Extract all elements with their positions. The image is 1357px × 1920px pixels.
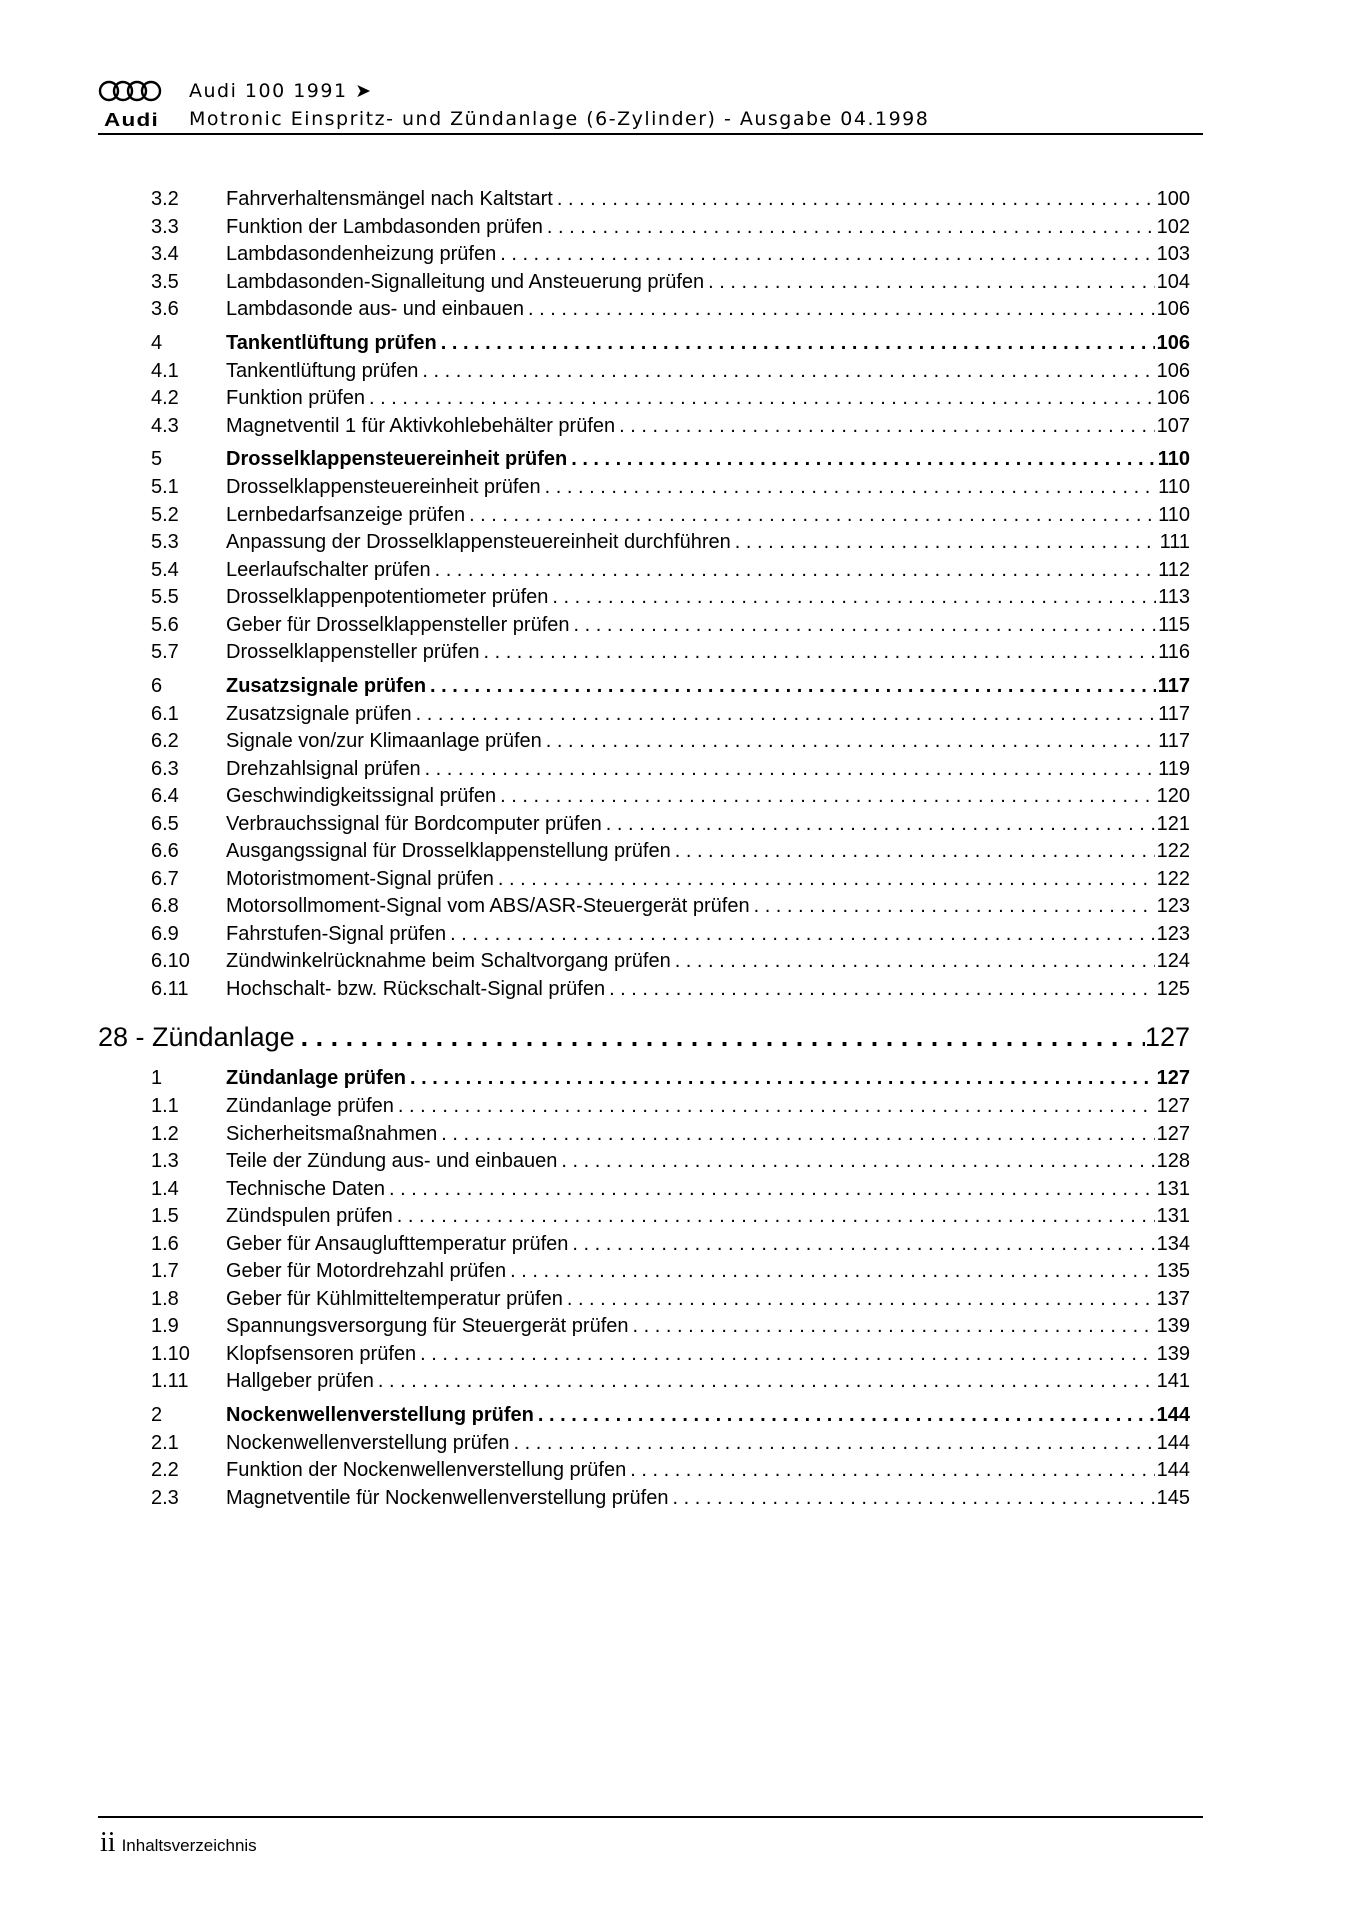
- toc-entry[interactable]: [98, 866, 1190, 894]
- toc-entry-title: Lambdasonde aus- und einbauen: [226, 298, 525, 320]
- toc-entry-number: 5.2: [151, 503, 179, 526]
- toc-entry-body: [226, 701, 1190, 728]
- toc-entry-title: Funktion der Lambdasonden prüfen: [226, 215, 543, 238]
- toc-entry[interactable]: [98, 413, 1190, 441]
- toc-entry[interactable]: [98, 1341, 1190, 1369]
- toc-entry-body: [226, 241, 1190, 268]
- toc-entry-page: 123: [1156, 895, 1190, 917]
- toc-entry-title: Zusatzsignale prüfen: [226, 674, 427, 697]
- toc-entry-number: 1.10: [151, 1342, 190, 1365]
- toc-entry-number: 6.3: [151, 757, 179, 780]
- toc-entry-title: Geber für Kühlmitteltemperatur prüfen: [226, 1287, 563, 1310]
- toc-section-b: [98, 1065, 1190, 1512]
- toc-entry-title: Tankentlüftung prüfen: [226, 359, 419, 382]
- toc-entry-title: Magnetventile für Nockenwellenverstellung prüfen: [226, 1486, 669, 1509]
- toc-entry-body: [226, 186, 1190, 213]
- toc-entry-body: [226, 296, 1190, 323]
- toc-entry[interactable]: [98, 639, 1190, 667]
- toc-entry-page: 144: [1156, 1403, 1190, 1426]
- toc-entry-body: [226, 673, 1190, 700]
- footer-divider: [98, 1816, 1203, 1818]
- chapter-title: 28 - Zündanlage: [98, 1022, 295, 1052]
- toc-entry-title: Lambdasondenheizung prüfen: [226, 243, 497, 265]
- toc-entry-body: [226, 1402, 1190, 1429]
- header-subtitle: Motronic Einspritz- und Zündanlage (6-Zylinder) - Ausgabe 04.1998: [189, 108, 930, 130]
- dot-leader: [675, 948, 1155, 975]
- toc-entry-number: 5: [151, 448, 163, 470]
- toc-entry-page: 139: [1156, 1342, 1190, 1365]
- toc-entry-title: Tankentlüftung prüfen: [226, 331, 437, 354]
- toc-entry-page: 107: [1156, 414, 1190, 437]
- toc-entry-page: 120: [1156, 785, 1190, 807]
- dot-leader: [545, 474, 1156, 501]
- dot-leader: [500, 783, 1154, 810]
- toc-entry[interactable]: [98, 1457, 1190, 1485]
- dot-leader: [735, 529, 1158, 556]
- table-of-contents: [98, 186, 1190, 1512]
- toc-entry-page: 144: [1156, 1459, 1190, 1481]
- dot-leader: [441, 1121, 1154, 1148]
- toc-entry-page: 144: [1156, 1431, 1190, 1454]
- toc-entry-page: 127: [1156, 1067, 1190, 1089]
- toc-entry-body: [226, 474, 1190, 501]
- toc-entry-body: [226, 214, 1190, 241]
- footer-page-number: ii: [100, 1827, 116, 1858]
- toc-entry-body: [226, 976, 1190, 1003]
- toc-entry-number: 1.2: [151, 1122, 179, 1145]
- toc-entry-body: [226, 1286, 1190, 1313]
- toc-entry-body: [226, 358, 1190, 385]
- toc-entry-body: [226, 446, 1190, 473]
- toc-entry-page: 106: [1156, 387, 1190, 409]
- toc-entry[interactable]: [98, 1485, 1190, 1513]
- toc-entry[interactable]: [98, 673, 1190, 701]
- dot-leader: [389, 1176, 1155, 1203]
- toc-entry-body: [226, 639, 1190, 666]
- toc-entry-title: Anpassung der Drosselklappensteuereinheit durchführen: [226, 531, 731, 553]
- toc-entry-page: 102: [1156, 215, 1190, 238]
- toc-entry[interactable]: [98, 358, 1190, 386]
- toc-entry-body: [226, 1231, 1190, 1258]
- toc-entry-page: 131: [1156, 1205, 1190, 1227]
- toc-entry-page: 117: [1158, 702, 1190, 725]
- dot-leader: [572, 1231, 1154, 1258]
- toc-entry[interactable]: [98, 1402, 1190, 1430]
- toc-entry-body: [226, 557, 1190, 584]
- toc-entry-page: 128: [1156, 1150, 1190, 1172]
- toc-entry-number: 6.9: [151, 922, 179, 945]
- toc-entry-number: 6.5: [151, 812, 179, 835]
- toc-entry[interactable]: [98, 1148, 1190, 1176]
- toc-entry-page: 116: [1158, 641, 1190, 663]
- toc-entry-body: [226, 728, 1190, 755]
- toc-entry-title: Drosselklappenpotentiometer prüfen: [226, 586, 549, 608]
- toc-entry-page: 127: [1156, 1095, 1190, 1117]
- toc-entry-page: 145: [1156, 1486, 1190, 1509]
- toc-entry-body: [226, 1368, 1190, 1395]
- toc-entry[interactable]: [98, 241, 1190, 269]
- toc-entry[interactable]: [98, 1368, 1190, 1396]
- page-header: [98, 76, 1203, 134]
- toc-entry-title: Nockenwellenverstellung prüfen: [226, 1431, 510, 1454]
- toc-entry-body: [226, 502, 1190, 529]
- dot-leader: [469, 502, 1156, 529]
- toc-entry-title: Drosselklappensteller prüfen: [226, 641, 480, 663]
- toc-entry-number: 1.7: [151, 1260, 179, 1282]
- toc-entry[interactable]: [98, 811, 1190, 839]
- toc-entry-page: 141: [1156, 1370, 1190, 1392]
- dot-leader: [369, 385, 1155, 412]
- toc-entry-body: [226, 1430, 1190, 1457]
- toc-entry-body: [226, 529, 1190, 556]
- toc-entry-body: [226, 1313, 1190, 1340]
- toc-entry-title: Drehzahlsignal prüfen: [226, 757, 421, 780]
- header-model: Audi 100 1991 ➤: [189, 80, 373, 102]
- toc-entry[interactable]: [98, 1203, 1190, 1231]
- toc-entry-body: [226, 948, 1190, 975]
- toc-entry[interactable]: [98, 584, 1190, 612]
- toc-entry-title: Lambdasonden-Signalleitung und Ansteuerung prüfen: [226, 270, 705, 293]
- toc-entry-number: 2.3: [151, 1486, 179, 1509]
- page-footer: [100, 1827, 257, 1859]
- toc-entry-title: Hochschalt- bzw. Rückschalt-Signal prüfen: [226, 977, 606, 1000]
- toc-entry-number: 4.1: [151, 359, 179, 382]
- dot-leader: [708, 269, 1154, 296]
- toc-entry-title: Drosselklappensteuereinheit prüfen: [226, 448, 568, 470]
- toc-entry-number: 1.11: [151, 1370, 189, 1392]
- toc-entry[interactable]: [98, 1176, 1190, 1204]
- toc-entry-number: 1.5: [151, 1205, 179, 1227]
- toc-entry-number: 3.2: [151, 188, 179, 210]
- toc-entry-page: 112: [1158, 558, 1190, 581]
- toc-entry-number: 5.4: [151, 558, 179, 581]
- dot-leader: [557, 186, 1155, 213]
- dot-leader: [420, 1341, 1154, 1368]
- toc-entry-page: 115: [1158, 613, 1190, 636]
- toc-entry-title: Motoristmoment-Signal prüfen: [226, 867, 494, 890]
- toc-entry[interactable]: [98, 474, 1190, 502]
- dot-leader: [500, 241, 1154, 268]
- toc-entry-number: 1.3: [151, 1150, 179, 1172]
- toc-entry-body: [226, 1148, 1190, 1175]
- toc-entry-page: 127: [1156, 1122, 1190, 1145]
- dot-leader: [430, 673, 1156, 700]
- toc-entry-title: Geber für Drosselklappensteller prüfen: [226, 613, 570, 636]
- toc-entry-title: Zusatzsignale prüfen: [226, 702, 412, 725]
- toc-entry-number: 6.8: [151, 895, 179, 917]
- dot-leader: [397, 1203, 1155, 1230]
- toc-entry-page: 117: [1157, 674, 1190, 697]
- dot-leader: [378, 1368, 1155, 1395]
- toc-entry-body: [226, 838, 1190, 865]
- toc-entry-page: 119: [1158, 757, 1190, 780]
- toc-entry-page: 110: [1157, 448, 1190, 470]
- toc-entry-number: 6: [151, 674, 163, 697]
- toc-entry[interactable]: [98, 701, 1190, 729]
- dot-leader: [567, 1286, 1155, 1313]
- dot-leader: [410, 1065, 1155, 1092]
- toc-entry[interactable]: [98, 948, 1190, 976]
- dot-leader: [552, 584, 1156, 611]
- toc-entry-title: Drosselklappensteuereinheit prüfen: [226, 476, 541, 498]
- toc-entry-title: Verbrauchssignal für Bordcomputer prüfen: [226, 812, 602, 835]
- toc-entry-number: 3.4: [151, 243, 179, 265]
- toc-entry-body: [226, 756, 1190, 783]
- toc-entry-page: 121: [1156, 812, 1190, 835]
- toc-entry[interactable]: [98, 783, 1190, 811]
- toc-entry-title: Geschwindigkeitssignal prüfen: [226, 785, 497, 807]
- toc-entry-page: 117: [1158, 730, 1190, 752]
- toc-entry-title: Hallgeber prüfen: [226, 1370, 374, 1392]
- toc-entry-number: 5.6: [151, 613, 179, 636]
- toc-entry-body: [226, 1341, 1190, 1368]
- toc-entry[interactable]: [98, 557, 1190, 585]
- toc-entry-body: [226, 783, 1190, 810]
- toc-entry[interactable]: [98, 976, 1190, 1004]
- toc-entry-title: Magnetventil 1 für Aktivkohlebehälter prüfen: [226, 414, 616, 437]
- toc-entry-title: Klopfsensoren prüfen: [226, 1342, 417, 1365]
- toc-entry-body: [226, 1485, 1190, 1512]
- toc-entry-page: 122: [1156, 867, 1190, 890]
- toc-entry-number: 6.4: [151, 785, 179, 807]
- toc-entry-title: Leerlaufschalter prüfen: [226, 558, 431, 581]
- toc-entry-page: 113: [1158, 586, 1190, 608]
- toc-entry-number: 6.6: [151, 840, 179, 862]
- toc-entry-page: 124: [1156, 950, 1190, 972]
- toc-entry[interactable]: [98, 186, 1190, 214]
- toc-entry-number: 5.1: [151, 476, 179, 498]
- toc-entry-body: [226, 1121, 1190, 1148]
- dot-leader: [441, 330, 1155, 357]
- toc-entry-number: 5.3: [151, 531, 179, 553]
- dot-leader: [528, 296, 1155, 323]
- toc-entry[interactable]: [98, 893, 1190, 921]
- toc-entry[interactable]: [98, 296, 1190, 324]
- dot-leader: [422, 358, 1154, 385]
- dot-leader: [483, 639, 1156, 666]
- toc-entry[interactable]: [98, 1286, 1190, 1314]
- chapter-page: 127: [1144, 1022, 1190, 1052]
- toc-entry[interactable]: [98, 1313, 1190, 1341]
- toc-entry-title: Zündspulen prüfen: [226, 1205, 393, 1227]
- toc-entry-body: [226, 1065, 1190, 1092]
- toc-section-a: [98, 186, 1190, 1003]
- toc-entry-body: [226, 1258, 1190, 1285]
- dot-leader: [425, 756, 1157, 783]
- toc-entry-number: 4: [151, 331, 163, 354]
- toc-entry[interactable]: [98, 214, 1190, 242]
- chapter-heading[interactable]: [98, 1017, 1190, 1059]
- toc-entry-page: 131: [1156, 1177, 1190, 1200]
- toc-entry[interactable]: [98, 921, 1190, 949]
- toc-entry-title: Lernbedarfsanzeige prüfen: [226, 503, 466, 526]
- dot-leader: [571, 446, 1156, 473]
- toc-entry[interactable]: [98, 1231, 1190, 1259]
- dot-leader: [619, 413, 1155, 440]
- toc-entry-number: 6.7: [151, 867, 179, 890]
- toc-entry-number: 6.11: [151, 977, 189, 1000]
- toc-entry-body: [226, 584, 1190, 611]
- toc-entry-number: 2.1: [151, 1431, 179, 1454]
- toc-entry-page: 104: [1156, 270, 1190, 293]
- toc-entry[interactable]: [98, 269, 1190, 297]
- toc-entry-number: 3.5: [151, 270, 179, 293]
- toc-entry-title: Funktion prüfen: [226, 387, 365, 409]
- toc-entry-page: 106: [1156, 331, 1190, 354]
- toc-entry-number: 3.6: [151, 298, 179, 320]
- toc-entry-number: 1: [151, 1067, 163, 1089]
- header-divider: [98, 133, 1203, 135]
- toc-entry-page: 135: [1156, 1260, 1190, 1282]
- toc-entry-title: Technische Daten: [226, 1177, 385, 1200]
- toc-entry-body: [226, 330, 1190, 357]
- toc-entry-title: Zündanlage prüfen: [226, 1095, 394, 1117]
- toc-entry-body: [226, 1457, 1190, 1484]
- toc-entry-title: Ausgangssignal für Drosselklappenstellung prüfen: [226, 840, 671, 862]
- dot-leader: [498, 866, 1155, 893]
- toc-entry-body: [226, 1176, 1190, 1203]
- toc-entry-number: 6.10: [151, 950, 190, 972]
- dot-leader: [574, 612, 1157, 639]
- toc-entry[interactable]: [98, 502, 1190, 530]
- dot-leader: [609, 976, 1155, 1003]
- dot-leader: [450, 921, 1154, 948]
- toc-entry-page: 106: [1156, 298, 1190, 320]
- toc-entry-number: 1.1: [151, 1095, 179, 1117]
- toc-entry-title: Teile der Zündung aus- und einbauen: [226, 1150, 558, 1172]
- toc-entry-page: 137: [1156, 1287, 1190, 1310]
- toc-entry[interactable]: [98, 1258, 1190, 1286]
- toc-entry-title: Funktion der Nockenwellenverstellung prüfen: [226, 1459, 627, 1481]
- toc-entry-title: Fahrstufen-Signal prüfen: [226, 922, 447, 945]
- toc-entry-title: Geber für Motordrehzahl prüfen: [226, 1260, 507, 1282]
- toc-entry-body: [226, 1093, 1190, 1120]
- toc-entry-page: 139: [1156, 1315, 1190, 1337]
- dot-leader: [547, 214, 1155, 241]
- dot-leader: [301, 1017, 1145, 1057]
- toc-entry-number: 1.9: [151, 1315, 179, 1337]
- dot-leader: [754, 893, 1155, 920]
- toc-entry-body: [226, 385, 1190, 412]
- toc-entry-number: 6.1: [151, 702, 179, 725]
- dot-leader: [630, 1457, 1154, 1484]
- toc-entry-number: 5.7: [151, 641, 179, 663]
- dot-leader: [633, 1313, 1155, 1340]
- toc-entry[interactable]: [98, 1121, 1190, 1149]
- toc-entry-number: 4.3: [151, 414, 179, 437]
- toc-entry[interactable]: [98, 446, 1190, 474]
- toc-entry[interactable]: [98, 385, 1190, 413]
- toc-entry-body: [226, 921, 1190, 948]
- toc-entry-body: [226, 1203, 1190, 1230]
- toc-entry-page: 103: [1156, 243, 1190, 265]
- dot-leader: [514, 1430, 1155, 1457]
- dot-leader: [435, 557, 1157, 584]
- toc-entry-title: Geber für Ansauglufttemperatur prüfen: [226, 1232, 569, 1255]
- toc-entry-title: Zündanlage prüfen: [226, 1067, 406, 1089]
- toc-entry-number: 6.2: [151, 730, 179, 752]
- toc-entry-page: 134: [1156, 1232, 1190, 1255]
- dot-leader: [416, 701, 1156, 728]
- dot-leader: [561, 1148, 1154, 1175]
- toc-entry-body: [226, 612, 1190, 639]
- toc-entry-body: [226, 413, 1190, 440]
- toc-entry-title: Sicherheitsmaßnahmen: [226, 1122, 438, 1145]
- footer-label: Inhaltsverzeichnis: [121, 1836, 257, 1855]
- toc-entry[interactable]: [98, 1065, 1190, 1093]
- toc-entry-number: 1.4: [151, 1177, 179, 1200]
- toc-entry-title: Fahrverhaltensmängel nach Kaltstart: [226, 188, 553, 210]
- toc-entry[interactable]: [98, 756, 1190, 784]
- toc-entry-body: [226, 893, 1190, 920]
- toc-entry-number: 2: [151, 1403, 163, 1426]
- toc-entry[interactable]: [98, 1093, 1190, 1121]
- toc-entry-page: 125: [1156, 977, 1190, 1000]
- audi-rings-logo: [98, 80, 162, 102]
- dot-leader: [606, 811, 1155, 838]
- toc-entry-page: 111: [1159, 531, 1190, 553]
- toc-entry-page: 106: [1156, 359, 1190, 382]
- dot-leader: [675, 838, 1155, 865]
- toc-entry-body: [226, 811, 1190, 838]
- toc-entry-title: Signale von/zur Klimaanlage prüfen: [226, 730, 542, 752]
- toc-entry-body: [226, 866, 1190, 893]
- toc-entry-number: 5.5: [151, 586, 179, 608]
- toc-entry-number: 3.3: [151, 215, 179, 238]
- toc-entry-number: 2.2: [151, 1459, 179, 1481]
- toc-entry-title: Zündwinkelrücknahme beim Schaltvorgang prüfen: [226, 950, 671, 972]
- dot-leader: [398, 1093, 1155, 1120]
- dot-leader: [546, 728, 1156, 755]
- toc-entry-page: 100: [1156, 188, 1190, 210]
- dot-leader: [538, 1402, 1155, 1429]
- audi-wordmark: Audi: [104, 110, 159, 130]
- toc-entry-page: 110: [1158, 503, 1190, 526]
- toc-entry[interactable]: [98, 728, 1190, 756]
- dot-leader: [510, 1258, 1154, 1285]
- toc-entry-body: [226, 269, 1190, 296]
- toc-entry[interactable]: [98, 1430, 1190, 1458]
- toc-entry-title: Spannungsversorgung für Steuergerät prüfen: [226, 1315, 629, 1337]
- toc-entry[interactable]: [98, 612, 1190, 640]
- toc-entry-page: 110: [1158, 476, 1190, 498]
- toc-entry[interactable]: [98, 330, 1190, 358]
- dot-leader: [672, 1485, 1154, 1512]
- toc-entry[interactable]: [98, 838, 1190, 866]
- toc-entry-page: 122: [1156, 840, 1190, 862]
- toc-entry-title: Nockenwellenverstellung prüfen: [226, 1403, 534, 1426]
- toc-entry-number: 1.6: [151, 1232, 179, 1255]
- toc-entry-title: Motorsollmoment-Signal vom ABS/ASR-Steuergerät prüfen: [226, 895, 750, 917]
- toc-entry-number: 1.8: [151, 1287, 179, 1310]
- toc-entry[interactable]: [98, 529, 1190, 557]
- toc-entry-number: 4.2: [151, 387, 179, 409]
- toc-entry-page: 123: [1156, 922, 1190, 945]
